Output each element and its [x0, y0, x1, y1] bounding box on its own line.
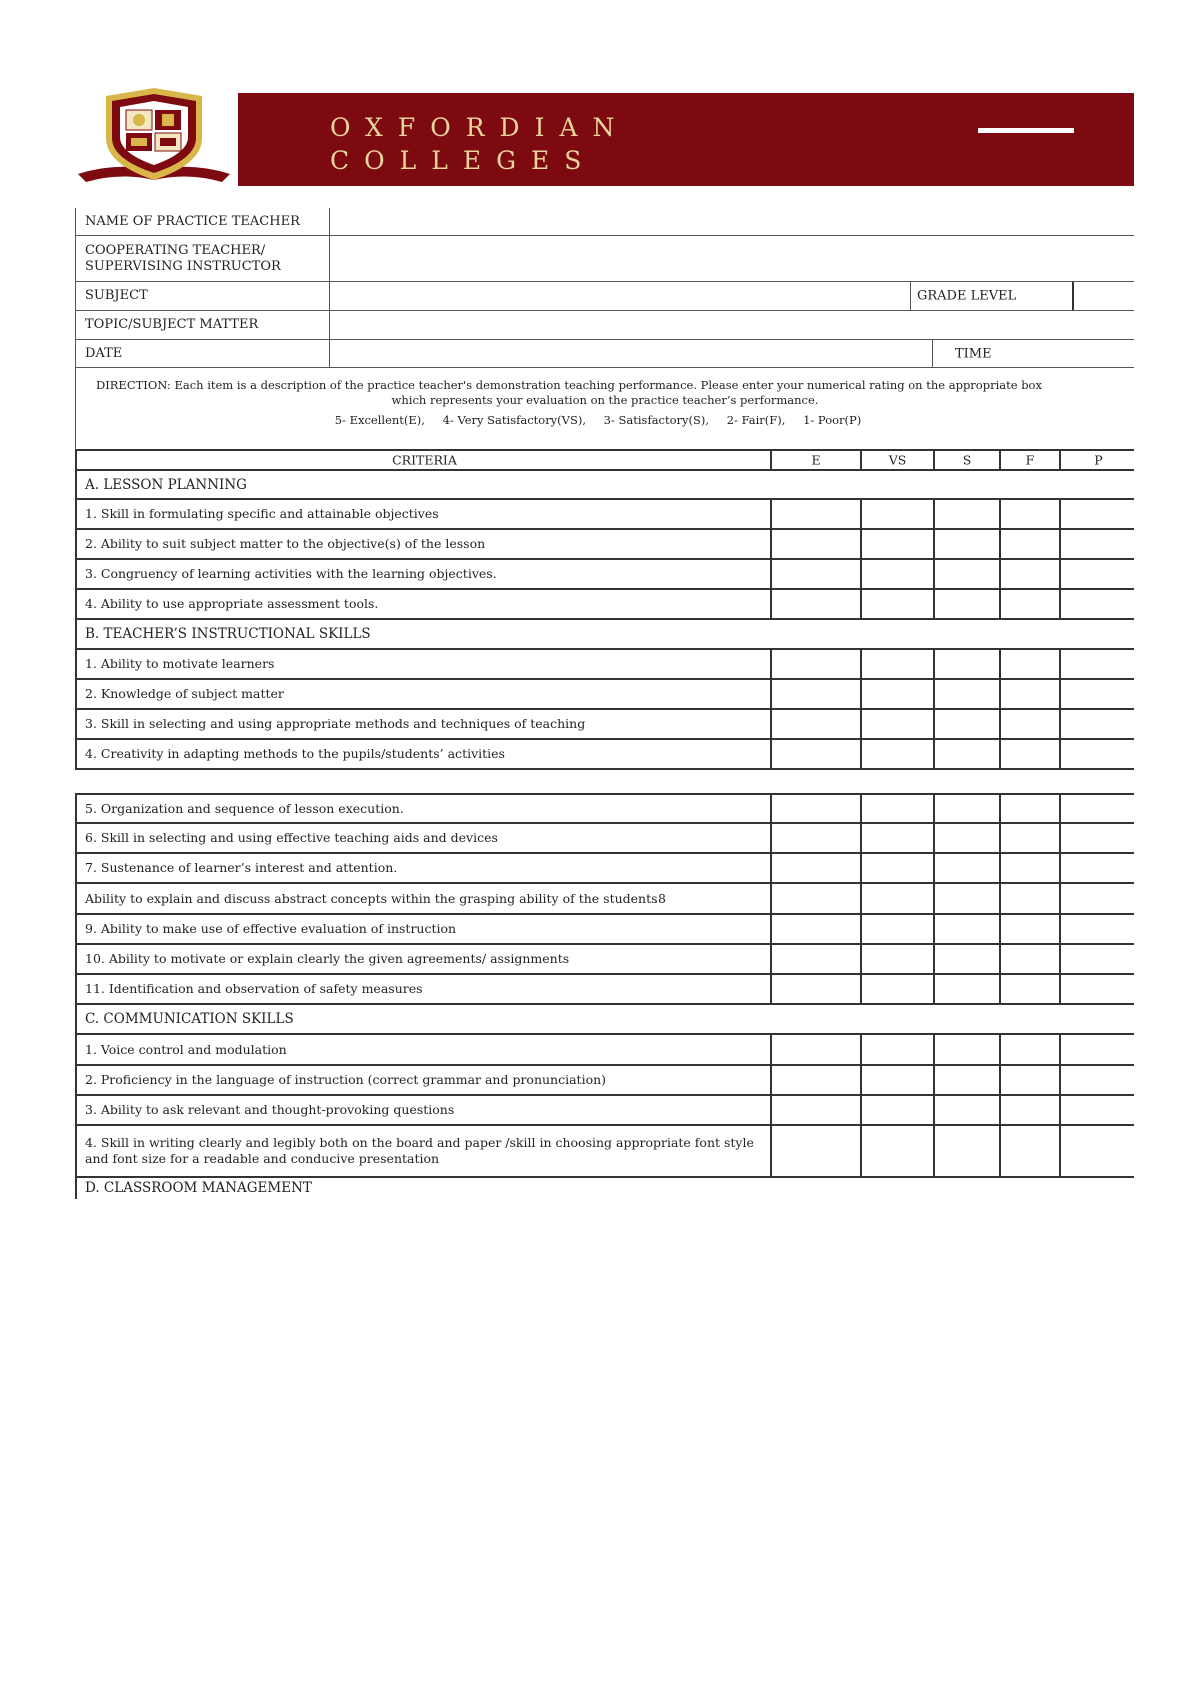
criterion-label: 2. Proficiency in the language of instruction (correct grammar and pronunciation): [85, 1072, 607, 1087]
rating-cell-s[interactable]: [933, 560, 999, 588]
rating-cell-p[interactable]: [1059, 884, 1136, 913]
rating-cell-p[interactable]: [1059, 1096, 1136, 1124]
rating-cell-f[interactable]: [999, 824, 1059, 852]
rating-cell-p[interactable]: [1059, 1035, 1136, 1064]
rating-cell-f[interactable]: [999, 560, 1059, 588]
criterion-label: Ability to explain and discuss abstract concepts within the grasping ability of the students: [85, 890, 658, 906]
rating-cell-s[interactable]: [933, 590, 999, 618]
criterion-label: 1. Ability to motivate learners: [85, 656, 275, 671]
criterion-label: 3. Skill in selecting and using appropriate methods and techniques of teaching: [85, 716, 586, 731]
rating-cell-f[interactable]: [999, 795, 1059, 822]
rating-cell-p[interactable]: [1059, 590, 1136, 618]
rating-cell-vs[interactable]: [860, 975, 933, 1003]
scale-satisfactory: 3- Satisfactory(S),: [603, 413, 710, 427]
rating-cell-vs[interactable]: [860, 1066, 933, 1094]
rating-cell-vs[interactable]: [860, 530, 933, 558]
info-row-name: [75, 208, 1134, 236]
section-b-title: B. TEACHER’S INSTRUCTIONAL SKILLS: [85, 626, 371, 642]
info-left-border: [75, 208, 76, 368]
criterion-label-line2: and font size for a readable and conducive presentation: [85, 1151, 440, 1166]
rating-cell-s[interactable]: [933, 1096, 999, 1124]
college-name-line2: COLLEGES: [330, 146, 597, 175]
rating-cell-e[interactable]: [770, 1096, 860, 1124]
rating-cell-e[interactable]: [770, 854, 860, 882]
rating-cell-f[interactable]: [999, 854, 1059, 882]
name-field[interactable]: [330, 208, 1134, 235]
college-name-line1: OXFORDIAN: [330, 113, 630, 142]
rating-cell-f[interactable]: [999, 650, 1059, 678]
cooperating-label-2: SUPERVISING INSTRUCTOR: [85, 258, 281, 274]
info-row-topic: [75, 311, 1134, 340]
rating-cell-vs[interactable]: [860, 680, 933, 708]
section-d-row: [75, 1177, 477, 1199]
rating-cell-e[interactable]: [770, 1035, 860, 1064]
rating-cell-f[interactable]: [999, 680, 1059, 708]
rating-cell-s[interactable]: [933, 945, 999, 973]
rating-cell-f[interactable]: [999, 530, 1059, 558]
header-p: P: [1094, 452, 1103, 468]
criteria-table-continued: [75, 793, 1134, 1178]
scale-fair: 2- Fair(F),: [726, 413, 786, 427]
rating-cell-vs[interactable]: [860, 560, 933, 588]
header-f: F: [1025, 452, 1035, 468]
rating-cell-s[interactable]: [933, 650, 999, 678]
shield-crest-icon: [76, 86, 232, 190]
rating-cell-s[interactable]: [933, 824, 999, 852]
rating-cell-f[interactable]: [999, 884, 1059, 913]
rating-cell-p[interactable]: [1059, 650, 1136, 678]
rating-cell-vs[interactable]: [860, 500, 933, 528]
table-row: [77, 884, 1134, 915]
time-label: TIME: [955, 346, 992, 361]
criteria-header: CRITERIA: [392, 452, 457, 468]
rating-cell-vs[interactable]: [860, 795, 933, 822]
criterion-label: 1. Voice control and modulation: [85, 1041, 287, 1057]
grade-level-field[interactable]: [1074, 282, 1134, 310]
header-s: S: [962, 452, 972, 468]
table-row: [77, 560, 1134, 590]
rating-cell-vs[interactable]: [860, 1035, 933, 1064]
rating-cell-s[interactable]: [933, 740, 999, 768]
rating-cell-p[interactable]: [1059, 710, 1136, 738]
table-row: [77, 500, 1134, 530]
info-row-cooperating: [75, 236, 1134, 282]
direction-line2: which represents your evaluation on the practice teacher’s performance.: [391, 393, 819, 407]
rating-cell-s[interactable]: [933, 975, 999, 1003]
rating-cell-p[interactable]: [1059, 560, 1136, 588]
rating-cell-vs[interactable]: [860, 824, 933, 852]
rating-cell-vs[interactable]: [860, 590, 933, 618]
rating-cell-s[interactable]: [933, 1126, 999, 1176]
rating-cell-vs[interactable]: [860, 1096, 933, 1124]
rating-cell-vs[interactable]: [860, 854, 933, 882]
table-row: [77, 824, 1134, 854]
date-label: DATE: [85, 345, 123, 361]
rating-cell-e[interactable]: [770, 884, 860, 913]
table-row: [77, 530, 1134, 560]
table-row: [77, 975, 1134, 1005]
criterion-label: 5. Organization and sequence of lesson execution.: [85, 800, 404, 816]
rating-cell-p[interactable]: [1059, 530, 1136, 558]
table-row: [77, 680, 1134, 710]
rating-cell-p[interactable]: [1059, 915, 1136, 943]
section-b-row: [77, 620, 1134, 650]
criteria-table: [75, 449, 1134, 770]
rating-cell-f[interactable]: [999, 1035, 1059, 1064]
criterion-label: 3. Ability to ask relevant and thought-provoking questions: [85, 1102, 455, 1117]
banner-bar: [978, 128, 1074, 133]
table-row: [77, 650, 1134, 680]
rating-cell-f[interactable]: [999, 1066, 1059, 1094]
info-row-subject: [75, 282, 1134, 311]
rating-cell-e[interactable]: [770, 500, 860, 528]
rating-cell-e[interactable]: [770, 915, 860, 943]
rating-cell-vs[interactable]: [860, 710, 933, 738]
rating-cell-e[interactable]: [770, 710, 860, 738]
rating-cell-p[interactable]: [1059, 1126, 1136, 1176]
rating-cell-e[interactable]: [770, 945, 860, 973]
table-row: [77, 1126, 1134, 1178]
table-row: [77, 590, 1134, 620]
rating-cell-e[interactable]: [770, 650, 860, 678]
criterion-label: 10. Ability to motivate or explain clearly the given agreements/ assignments: [85, 951, 570, 966]
rating-cell-p[interactable]: [1059, 945, 1136, 973]
rating-cell-vs[interactable]: [860, 884, 933, 913]
cooperating-label-1: COOPERATING TEACHER/: [85, 242, 266, 258]
rating-cell-f[interactable]: [999, 915, 1059, 943]
criterion-label: 4. Creativity in adapting methods to the pupils/students’ activities: [85, 746, 505, 761]
rating-cell-p[interactable]: [1059, 680, 1136, 708]
rating-cell-s[interactable]: [933, 530, 999, 558]
direction-line1: DIRECTION: Each item is a description of the practice teacher's demonstration teaching performance. Please enter your numerical rating on the appropriate box: [96, 378, 1042, 392]
section-a-row: [77, 471, 1134, 500]
header-vs: VS: [888, 452, 907, 468]
rating-cell-e[interactable]: [770, 590, 860, 618]
info-row-date: [75, 340, 1134, 368]
table-row: [77, 915, 1134, 945]
cooperating-field[interactable]: [330, 236, 1134, 281]
subject-field[interactable]: [330, 282, 910, 310]
topic-field[interactable]: [330, 311, 1134, 339]
direction-block: [75, 368, 1134, 449]
rating-cell-s[interactable]: [933, 854, 999, 882]
table-row: [77, 1096, 1134, 1126]
rating-cell-vs[interactable]: [860, 915, 933, 943]
rating-cell-e[interactable]: [770, 560, 860, 588]
rating-cell-s[interactable]: [933, 1035, 999, 1064]
rating-cell-f[interactable]: [999, 1126, 1059, 1176]
date-field[interactable]: [330, 340, 932, 367]
rating-cell-f[interactable]: [999, 740, 1059, 768]
rating-cell-s[interactable]: [933, 795, 999, 822]
criterion-label: 4. Ability to use appropriate assessment tools.: [85, 596, 379, 611]
scale-poor: 1- Poor(P): [803, 413, 862, 427]
rating-cell-s[interactable]: [933, 1066, 999, 1094]
rating-cell-e[interactable]: [770, 824, 860, 852]
criterion-number: .8: [654, 890, 666, 906]
rating-cell-e[interactable]: [770, 1066, 860, 1094]
table-row: [77, 1035, 1134, 1066]
rating-cell-p[interactable]: [1059, 740, 1136, 768]
time-field[interactable]: [932, 340, 1134, 367]
rating-cell-f[interactable]: [999, 590, 1059, 618]
rating-cell-e[interactable]: [770, 740, 860, 768]
rating-cell-f[interactable]: [999, 710, 1059, 738]
rating-cell-e[interactable]: [770, 530, 860, 558]
rating-cell-f[interactable]: [999, 500, 1059, 528]
rating-cell-vs[interactable]: [860, 1126, 933, 1176]
criterion-label-line1: 4. Skill in writing clearly and legibly both on the board and paper /skill in choosing appropriate font style: [85, 1135, 754, 1150]
criteria-header-row: [77, 449, 1134, 471]
table-row: [77, 793, 1134, 824]
rating-cell-s[interactable]: [933, 680, 999, 708]
criterion-label: 2. Ability to suit subject matter to the objective(s) of the lesson: [85, 536, 486, 551]
rating-cell-vs[interactable]: [860, 945, 933, 973]
criterion-label: 11. Identification and observation of safety measures: [85, 981, 423, 996]
rating-cell-f[interactable]: [999, 975, 1059, 1003]
section-c-title: C. COMMUNICATION SKILLS: [85, 1011, 294, 1027]
rating-cell-p[interactable]: [1059, 854, 1136, 882]
table-row: [77, 1066, 1134, 1096]
rating-cell-e[interactable]: [770, 680, 860, 708]
topic-label: TOPIC/SUBJECT MATTER: [85, 317, 259, 332]
college-banner: [238, 93, 1134, 186]
rating-cell-e[interactable]: [770, 795, 860, 822]
grade-level-label: GRADE LEVEL: [917, 288, 1017, 304]
rating-cell-p[interactable]: [1059, 975, 1136, 1003]
rating-cell-vs[interactable]: [860, 740, 933, 768]
section-c-row: [77, 1005, 1134, 1035]
table-row: [77, 710, 1134, 740]
header-e: E: [811, 452, 821, 468]
rating-cell-p[interactable]: [1059, 1066, 1136, 1094]
rating-cell-vs[interactable]: [860, 650, 933, 678]
criterion-label: 9. Ability to make use of effective evaluation of instruction: [85, 921, 457, 936]
rating-cell-s[interactable]: [933, 500, 999, 528]
criterion-label: 1. Skill in formulating specific and attainable objectives: [85, 506, 439, 521]
table-row: [77, 945, 1134, 975]
scale-very-satisfactory: 4- Very Satisfactory(VS),: [442, 413, 586, 427]
rating-cell-p[interactable]: [1059, 500, 1136, 528]
rating-cell-f[interactable]: [999, 1096, 1059, 1124]
subject-label: SUBJECT: [85, 288, 148, 303]
criterion-label: 3. Congruency of learning activities with the learning objectives.: [85, 566, 497, 581]
college-name: [330, 111, 629, 177]
section-d-title: D. CLASSROOM MANAGEMENT: [85, 1180, 312, 1196]
rating-cell-p[interactable]: [1059, 795, 1136, 822]
rating-cell-p[interactable]: [1059, 824, 1136, 852]
rating-cell-f[interactable]: [999, 945, 1059, 973]
criterion-label: 2. Knowledge of subject matter: [85, 686, 284, 701]
table-row: [77, 854, 1134, 884]
criterion-label: 6. Skill in selecting and using effective teaching aids and devices: [85, 830, 498, 845]
rating-cell-s[interactable]: [933, 915, 999, 943]
criterion-label: 7. Sustenance of learner’s interest and attention.: [85, 860, 398, 875]
table-row: [77, 740, 1134, 770]
rating-cell-s[interactable]: [933, 710, 999, 738]
rating-cell-s[interactable]: [933, 884, 999, 913]
rating-cell-e[interactable]: [770, 975, 860, 1003]
section-a-title: A. LESSON PLANNING: [85, 476, 247, 493]
name-label: NAME OF PRACTICE TEACHER: [85, 213, 300, 229]
info-table: [75, 208, 1134, 368]
scale-excellent: 5- Excellent(E),: [334, 413, 425, 427]
criterion-label: [85, 1135, 754, 1167]
rating-cell-e[interactable]: [770, 1126, 860, 1176]
rating-scale: [76, 413, 1134, 427]
college-logo: [76, 86, 232, 190]
